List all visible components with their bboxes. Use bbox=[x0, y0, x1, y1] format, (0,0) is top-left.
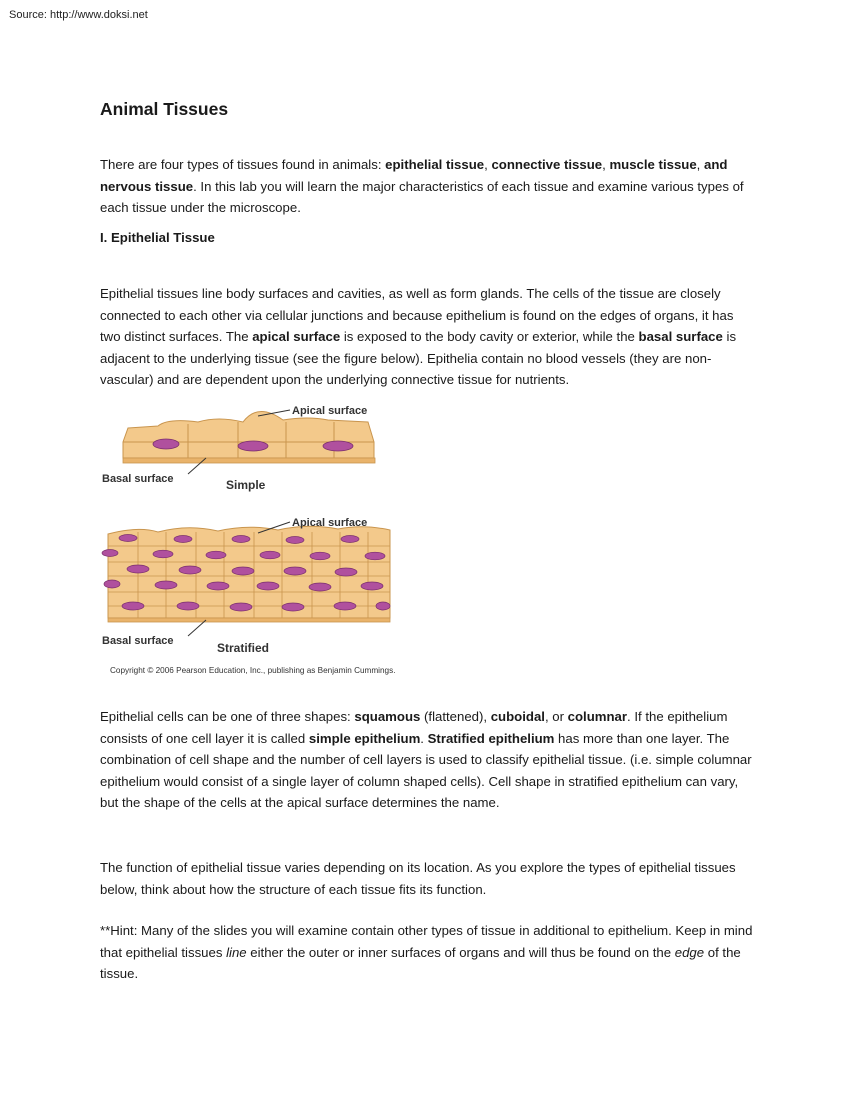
source-line: Source: http://www.doksi.net bbox=[9, 9, 148, 21]
page-title: Animal Tissues bbox=[100, 99, 229, 119]
function-paragraph: The function of epithelial tissue varies depending on its location. As you explore the types of epithelial tissues below, think about how the structure of each tissue fits its function. bbox=[100, 860, 736, 897]
apical-label-stratified: Apical surface bbox=[292, 517, 368, 529]
hint-paragraph: **Hint: Many of the slides you will examine contain other types of tissue in additional to epithelium. Keep in mind that epithelial tissues line either the outer or inner surfaces of organs and will thus be found on the edge of the tissue. bbox=[100, 923, 753, 982]
epithelium-figure bbox=[98, 396, 398, 681]
basal-label-stratified: Basal surface bbox=[102, 635, 174, 647]
simple-epithelium-diagram bbox=[123, 410, 375, 463]
basal-label-simple: Basal surface bbox=[102, 473, 174, 485]
intro-paragraph: There are four types of tissues found in animals: epithelial tissue, connective tissue, muscle tissue, and nervous tissue. In this lab you will learn the major characteristics of each tissue and examine various types of each tissue under the microscope. bbox=[100, 157, 744, 216]
simple-label: Simple bbox=[226, 478, 266, 492]
stratified-epithelium-diagram bbox=[102, 522, 390, 622]
stratified-label: Stratified bbox=[217, 641, 270, 655]
figure-copyright: Copyright © 2006 Pearson Education, Inc., publishing as Benjamin Cummings. bbox=[110, 666, 396, 675]
section-heading: I. Epithelial Tissue bbox=[100, 230, 215, 245]
apical-label-simple: Apical surface bbox=[292, 405, 368, 417]
epithelial-paragraph: Epithelial tissues line body surfaces and cavities, as well as form glands. The cells of the tissue are closely connected to each other via cellular junctions and because epithelium is found on the edges of organs, it has two distinct surfaces. The apical surface is exposed to the body cavity or exterior, while the basal surface is adjacent to the underlying tissue (see the figure below). Epithelia contain no blood vessels (they are non-vascular) and are dependent upon the underlying connective tissue for nutrients. bbox=[100, 286, 737, 388]
shapes-paragraph: Epithelial cells can be one of three shapes: squamous (flattened), cuboidal, or columnar. If the epithelium consists of one cell layer it is called simple epithelium. Stratified epithelium has more than one layer. The combination of cell shape and the number of cell layers is used to classify epithelial tissue. (i.e. simple columnar epithelium would consist of a single layer of column shaped cells). Cell shape in stratified epithelium can vary, but the shape of the cells at the apical surface determines the name. bbox=[100, 709, 752, 811]
